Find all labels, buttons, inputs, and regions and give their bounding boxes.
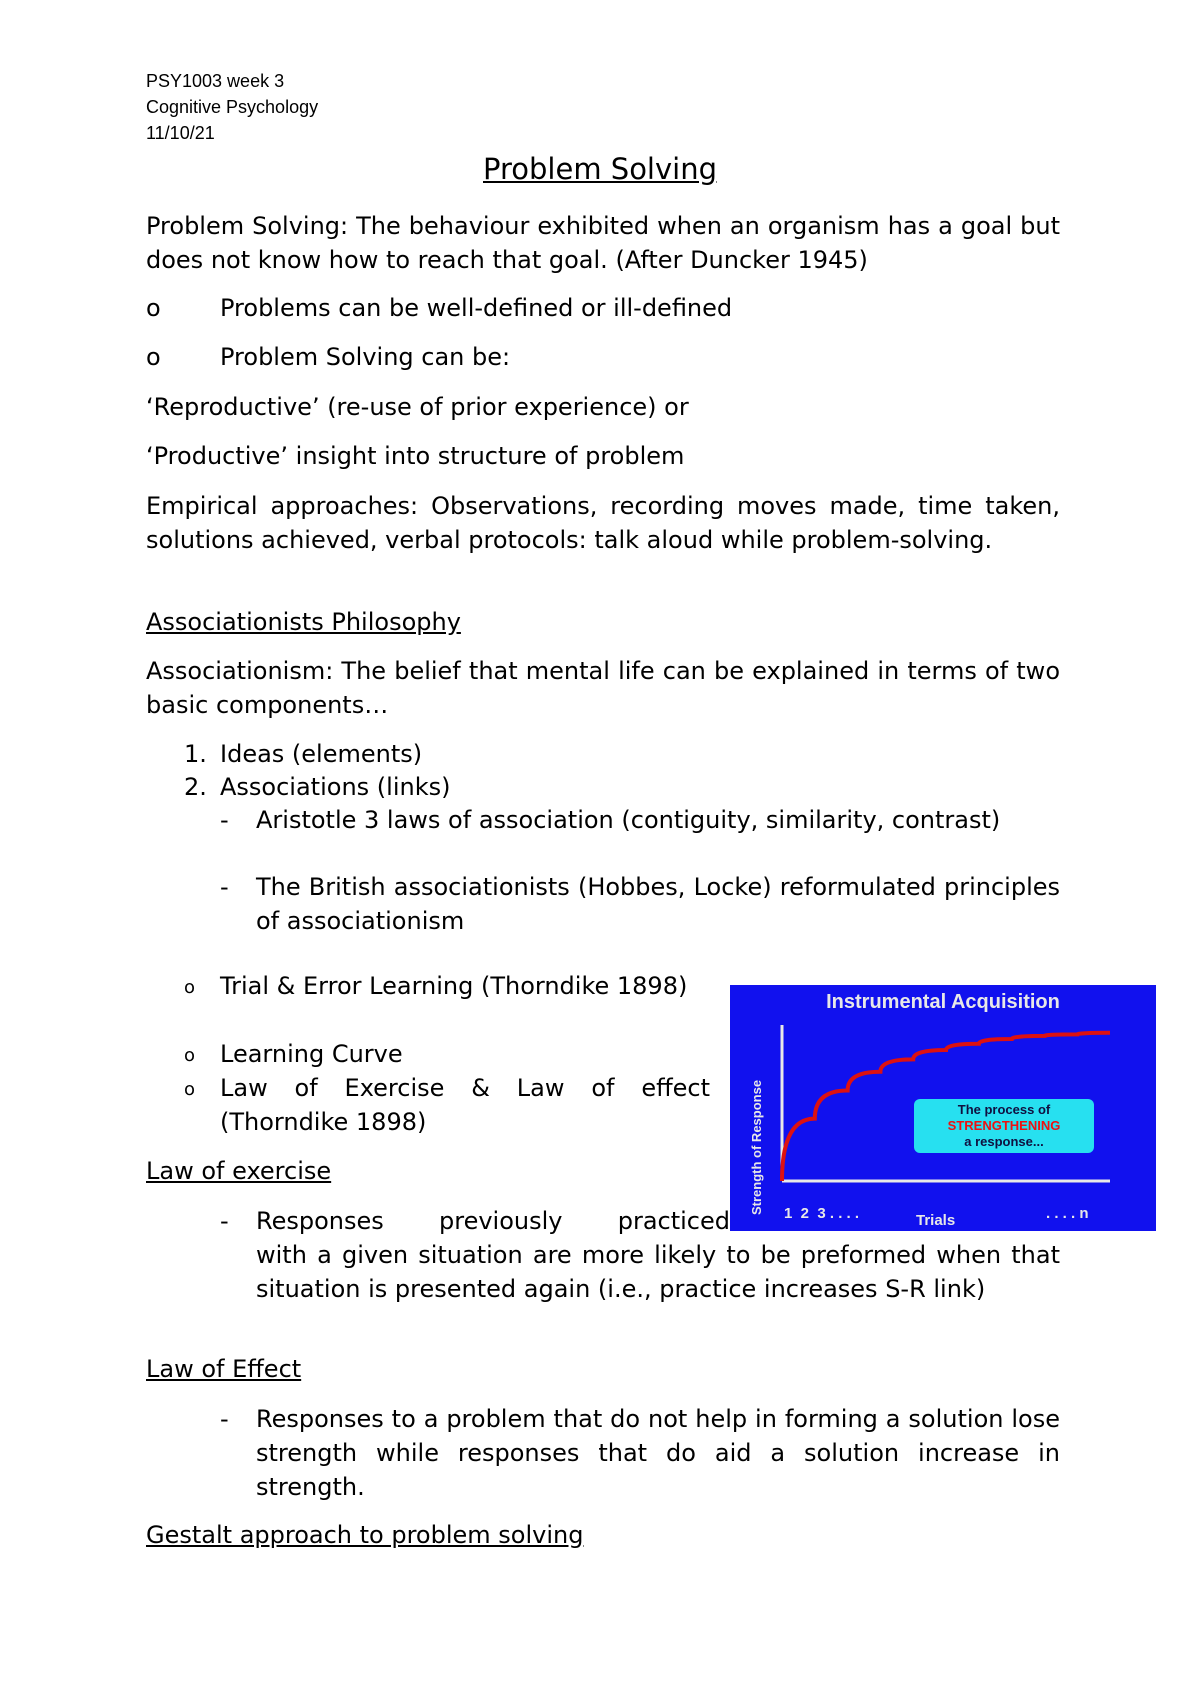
bullet-text: Trial & Error Learning (Thorndike 1898): [220, 972, 688, 1000]
bullet-text: Problems can be well-defined or ill-defined: [220, 294, 733, 322]
bullet-marker: o: [146, 294, 161, 322]
dash-text: Aristotle 3 laws of association (contiguity, similarity, contrast): [256, 806, 1001, 834]
bullet-marker: o: [184, 1079, 196, 1100]
chart-title: Instrumental Acquisition: [826, 991, 1060, 1013]
dash-text-rest: with a given situation are more likely to be preformed when that situation is presented again (i.e., practice increases S-R link): [256, 1241, 1060, 1303]
bullet-text: Law of Exercise & Law of effect (Thorndike 1898): [220, 1074, 710, 1136]
definition-paragraph: Problem Solving: The behaviour exhibited when an organism has a goal but does not know how to reach that goal. (After Duncker 1945): [146, 212, 1060, 274]
empirical-paragraph: Empirical approaches: Observations, recording moves made, time taken, solutions achieved, verbal protocols: talk aloud while problem-solving.: [146, 492, 1060, 554]
bullet-learning-curve: [184, 1037, 710, 1071]
dash-marker: -: [220, 1405, 229, 1433]
bullet-text: Learning Curve: [220, 1040, 403, 1068]
annotation-line: a response...: [964, 1134, 1044, 1149]
x-tick-labels-left: 1 2 3 . . . .: [784, 1205, 860, 1222]
numbered-text: Associations (links): [220, 773, 451, 801]
annotation-line: STRENGTHENING: [947, 1118, 1061, 1133]
bullet-trial-error: [184, 969, 710, 1003]
dash-marker: -: [220, 806, 229, 834]
instrumental-acquisition-figure: [730, 985, 1156, 1231]
bullet-text: Problem Solving can be:: [220, 343, 511, 371]
exercise-heading: Law of exercise: [146, 1157, 332, 1185]
chart-ylabel-text: Strength of Response: [749, 1079, 764, 1215]
chart-xlabel: Trials: [916, 1212, 956, 1229]
dash-text-first: Responses previously practiced: [256, 1207, 730, 1235]
dash-text: The British associationists (Hobbes, Locke) reformulated principles of associationism: [256, 873, 1060, 935]
dash-item-british: [220, 870, 1060, 938]
effect-heading: Law of Effect: [146, 1355, 302, 1383]
header-course: PSY1003 week 3: [146, 71, 285, 91]
dash-marker: -: [220, 873, 229, 901]
dash-text: Responses to a problem that do not help in forming a solution lose strength while responses that do aid a solution increase in strength.: [256, 1405, 1060, 1501]
assoc-heading: Associationists Philosophy: [146, 608, 461, 636]
gestalt-heading: Gestalt approach to problem solving: [146, 1521, 584, 1549]
page-title: Problem Solving: [483, 152, 717, 186]
bullet-marker: o: [184, 1045, 196, 1066]
bullet-marker: o: [146, 343, 161, 371]
x-tick-labels-right: . . . . n: [1046, 1205, 1089, 1222]
reproductive-line: ‘Reproductive’ (re-use of prior experience) or: [146, 393, 689, 421]
chart-annotation-box: [914, 1099, 1094, 1153]
annotation-line: The process of: [957, 1102, 1051, 1117]
dash-item-aristotle: [220, 803, 1060, 837]
productive-line: ‘Productive’ insight into structure of problem: [146, 442, 685, 470]
dash-item-effect: [220, 1402, 1060, 1504]
numbered-text: Ideas (elements): [220, 740, 423, 768]
number-marker: 1.: [184, 740, 207, 768]
number-marker: 2.: [184, 773, 207, 801]
header-subject: Cognitive Psychology: [146, 97, 319, 117]
header-date: 11/10/21: [146, 123, 215, 143]
assoc-definition: Associationism: The belief that mental life can be explained in terms of two basic components…: [146, 657, 1060, 719]
bullet-law-exercise-effect: [184, 1071, 710, 1139]
dash-marker: -: [220, 1207, 229, 1235]
bullet-marker: o: [184, 977, 196, 998]
